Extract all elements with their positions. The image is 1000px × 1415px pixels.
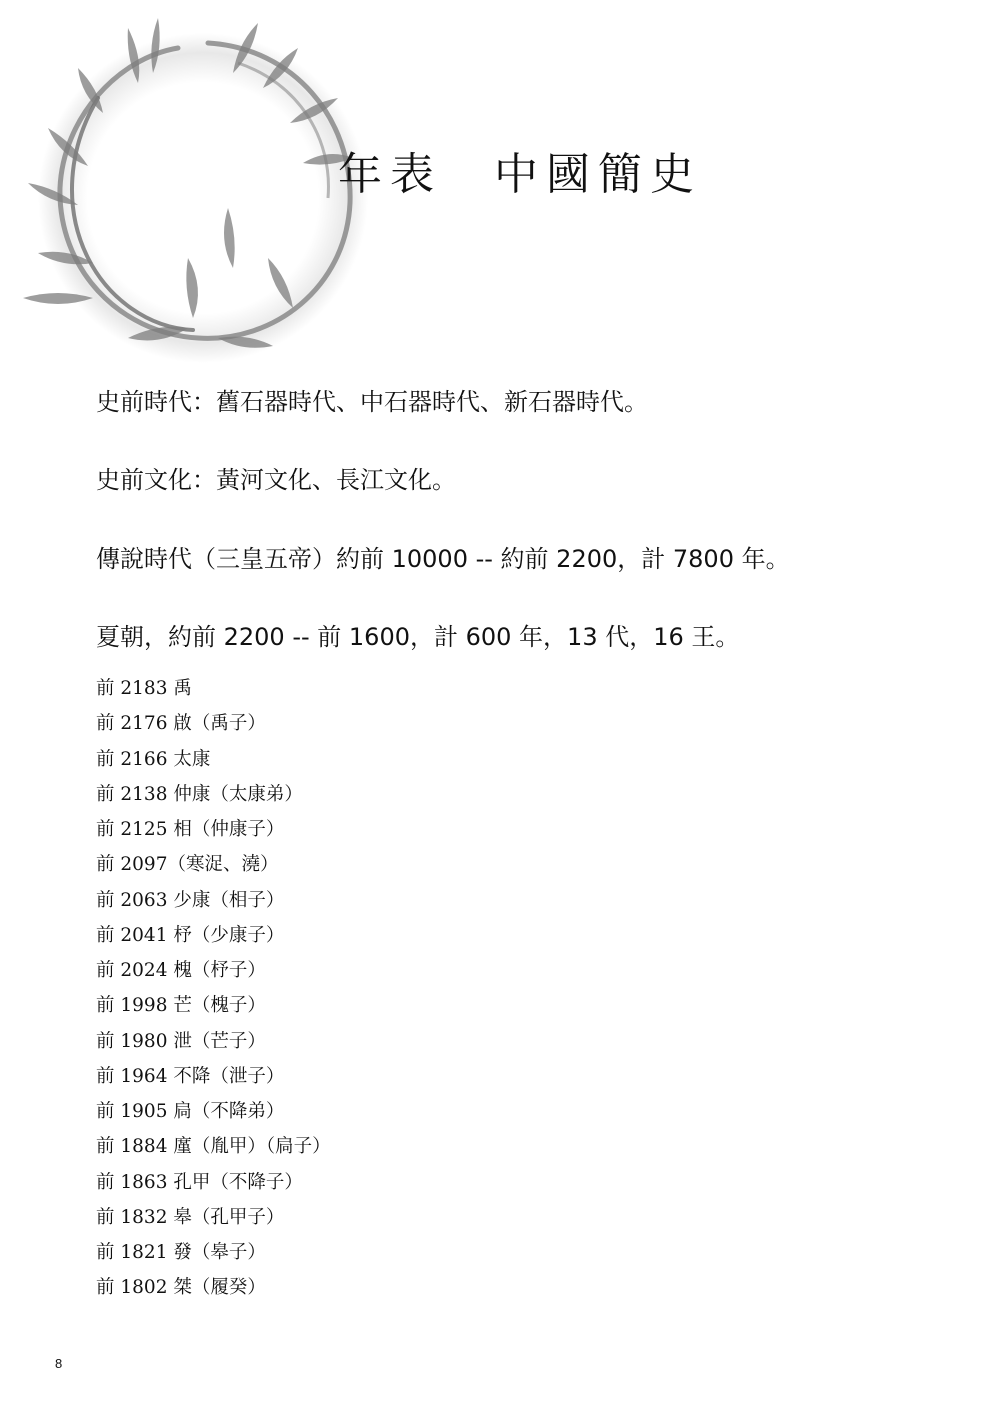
list-item: 前 2063 少康（相子） bbox=[96, 889, 285, 911]
reign-list bbox=[96, 671, 331, 1306]
list-item: 前 2097（寒浞、澆） bbox=[96, 854, 279, 876]
page-title: 年表 中國簡史 bbox=[338, 149, 702, 200]
list-item: 前 2125 相（仲康子） bbox=[96, 819, 285, 840]
list-item: 前 2183 禹 bbox=[96, 678, 192, 699]
list-item: 前 2024 槐（杼子） bbox=[96, 960, 266, 981]
list-item: 前 1905 扃（不降弟） bbox=[96, 1101, 285, 1122]
list-item: 前 2041 杼（少康子） bbox=[96, 924, 285, 946]
list-item: 前 2138 仲康（太康弟） bbox=[96, 783, 303, 805]
page-number: 8 bbox=[55, 1356, 63, 1371]
prehistoric-eras-text: 史前時代：舊石器時代、中石器時代、新石器時代。 bbox=[96, 388, 648, 416]
list-item: 前 1821 發（皋子） bbox=[96, 1242, 266, 1263]
list-item: 前 1832 皋（孔甲子） bbox=[96, 1206, 285, 1228]
list-item: 前 1964 不降（泄子） bbox=[96, 1065, 285, 1087]
list-item: 前 1884 廑（胤甲）（扃子） bbox=[96, 1136, 331, 1158]
prehistoric-cultures-text: 史前文化：黃河文化、長江文化。 bbox=[96, 466, 456, 494]
list-item: 前 1863 孔甲（不降子） bbox=[96, 1171, 303, 1193]
list-item: 前 2166 太康 bbox=[96, 748, 211, 770]
xia-dynasty-text: 夏朝，約前 2200 -- 前 1600，計 600 年，13 代，16 王。 bbox=[96, 623, 740, 651]
list-item: 前 1980 泄（芒子） bbox=[96, 1030, 266, 1052]
list-item: 前 1802 桀（履癸） bbox=[96, 1277, 266, 1299]
bamboo-wreath-icon bbox=[8, 8, 378, 368]
legendary-era-text: 傳說時代（三皇五帝）約前 10000 -- 約前 2200，計 7800 年。 bbox=[96, 545, 790, 573]
list-item: 前 2176 啟（禹子） bbox=[96, 713, 266, 735]
list-item: 前 1998 芒（槐子） bbox=[96, 995, 266, 1017]
